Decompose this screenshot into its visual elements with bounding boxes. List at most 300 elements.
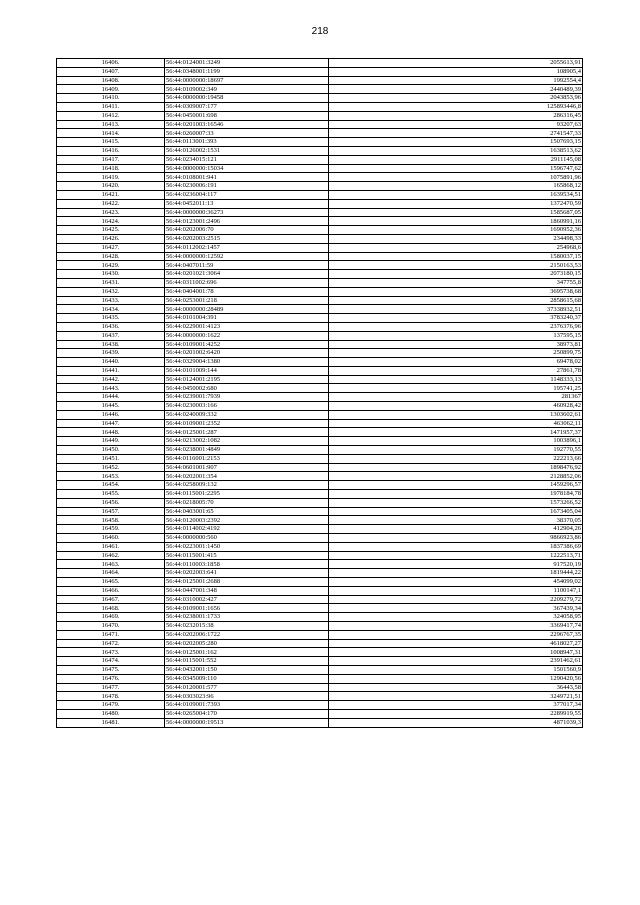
cadastral-value-cell: 195741,25 (329, 384, 583, 393)
table-row (57, 630, 583, 639)
row-number-cell: 16420. (57, 182, 165, 191)
cadastral-value-cell: 2440489,39 (329, 85, 583, 94)
table-row (57, 446, 583, 455)
row-number-cell: 16452. (57, 463, 165, 472)
cadastral-value-cell: 1585687,05 (329, 208, 583, 217)
cadastral-value-cell: 2289919,55 (329, 709, 583, 718)
row-number-cell: 16412. (57, 111, 165, 120)
cadastral-number-cell: 56:44:0230006:191 (165, 182, 329, 191)
table-row (57, 173, 583, 182)
table-row (57, 102, 583, 111)
cadastral-number-cell: 56:44:0120001:577 (165, 683, 329, 692)
row-number-cell: 16476. (57, 674, 165, 683)
table-row (57, 261, 583, 270)
table-row (57, 331, 583, 340)
cadastral-number-cell: 56:44:0258009:132 (165, 481, 329, 490)
table-row (57, 243, 583, 252)
cadastral-value-cell: 2376376,96 (329, 322, 583, 331)
table-row (57, 322, 583, 331)
cadastral-number-cell: 56:44:0126002:1531 (165, 146, 329, 155)
row-number-cell: 16454. (57, 481, 165, 490)
row-number-cell: 16457. (57, 507, 165, 516)
table-row (57, 692, 583, 701)
table-row (57, 278, 583, 287)
row-number-cell: 16424. (57, 217, 165, 226)
cadastral-number-cell: 56:44:0125001:162 (165, 648, 329, 657)
table-row (57, 340, 583, 349)
table-row (57, 59, 583, 68)
table-row (57, 111, 583, 120)
table-row (57, 701, 583, 710)
cadastral-value-cell: 254968,6 (329, 243, 583, 252)
cadastral-value-cell: 1673405,04 (329, 507, 583, 516)
table-row (57, 490, 583, 499)
table-row (57, 674, 583, 683)
cadastral-value-cell: 1580037,15 (329, 252, 583, 261)
table-row (57, 586, 583, 595)
row-number-cell: 16416. (57, 146, 165, 155)
table-row (57, 578, 583, 587)
cadastral-number-cell: 56:44:0000000:15034 (165, 164, 329, 173)
cadastral-value-cell: 347755,8 (329, 278, 583, 287)
cadastral-number-cell: 56:44:0109001:4252 (165, 340, 329, 349)
cadastral-number-cell: 56:44:0407011:59 (165, 261, 329, 270)
row-number-cell: 16410. (57, 94, 165, 103)
table-row (57, 718, 583, 727)
row-number-cell: 16465. (57, 578, 165, 587)
cadastral-number-cell: 56:44:0109001:7393 (165, 701, 329, 710)
table-row (57, 604, 583, 613)
row-number-cell: 16467. (57, 595, 165, 604)
table-row (57, 551, 583, 560)
table-row (57, 657, 583, 666)
cadastral-value-cell: 3783240,37 (329, 314, 583, 323)
row-number-cell: 16458. (57, 516, 165, 525)
row-number-cell: 16407. (57, 67, 165, 76)
table-row (57, 76, 583, 85)
cadastral-number-cell: 56:44:0218005:70 (165, 498, 329, 507)
cadastral-value-cell: 2073180,15 (329, 270, 583, 279)
table-row (57, 542, 583, 551)
cadastral-value-cell: 2043853,96 (329, 94, 583, 103)
row-number-cell: 16472. (57, 639, 165, 648)
cadastral-number-cell: 56:44:0223001:1450 (165, 542, 329, 551)
cadastral-value-cell: 1100147,1 (329, 586, 583, 595)
row-number-cell: 16456. (57, 498, 165, 507)
table-row (57, 199, 583, 208)
cadastral-number-cell: 56:44:0115001:415 (165, 551, 329, 560)
cadastral-value-cell: 1008947,31 (329, 648, 583, 657)
cadastral-value-cell: 1638513,62 (329, 146, 583, 155)
table-row (57, 358, 583, 367)
row-number-cell: 16453. (57, 472, 165, 481)
cadastral-value-cell: 27861,78 (329, 366, 583, 375)
cadastral-number-cell: 56:44:0201002:6420 (165, 349, 329, 358)
table-row (57, 190, 583, 199)
table-row (57, 472, 583, 481)
table-row (57, 155, 583, 164)
row-number-cell: 16418. (57, 164, 165, 173)
cadastral-value-cell: 2741547,33 (329, 129, 583, 138)
cadastral-value-cell: 324058,95 (329, 613, 583, 622)
row-number-cell: 16433. (57, 296, 165, 305)
cadastral-value-cell: 1501560,9 (329, 665, 583, 674)
row-number-cell: 16466. (57, 586, 165, 595)
row-number-cell: 16409. (57, 85, 165, 94)
cadastral-value-cell: 137595,15 (329, 331, 583, 340)
cadastral-value-cell: 38973,81 (329, 340, 583, 349)
row-number-cell: 16426. (57, 234, 165, 243)
row-number-cell: 16459. (57, 525, 165, 534)
cadastral-value-cell: 2209279,72 (329, 595, 583, 604)
cadastral-value-cell: 1290420,56 (329, 674, 583, 683)
row-number-cell: 16443. (57, 384, 165, 393)
cadastral-number-cell: 56:44:0230003:166 (165, 402, 329, 411)
row-number-cell: 16461. (57, 542, 165, 551)
cadastral-value-cell: 234498,33 (329, 234, 583, 243)
cadastral-number-cell: 56:44:0238001:1733 (165, 613, 329, 622)
cadastral-number-cell: 56:44:0108001:941 (165, 173, 329, 182)
table-row (57, 428, 583, 437)
cadastral-value-cell: 2150163,53 (329, 261, 583, 270)
cadastral-number-cell: 56:44:0201003:16546 (165, 120, 329, 129)
row-number-cell: 16442. (57, 375, 165, 384)
cadastral-number-cell: 56:44:0110003:1858 (165, 560, 329, 569)
table-row (57, 129, 583, 138)
cadastral-value-cell: 412904,26 (329, 525, 583, 534)
row-number-cell: 16481. (57, 718, 165, 727)
table-row (57, 613, 583, 622)
table-row (57, 138, 583, 147)
table-row (57, 384, 583, 393)
cadastral-value-cell: 3695738,68 (329, 287, 583, 296)
row-number-cell: 16438. (57, 340, 165, 349)
cadastral-number-cell: 56:44:0000000:1622 (165, 331, 329, 340)
cadastral-number-cell: 56:44:0115001:2295 (165, 490, 329, 499)
cadastral-number-cell: 56:44:0101004:391 (165, 314, 329, 323)
cadastral-number-cell: 56:44:0238001:4849 (165, 446, 329, 455)
table-row (57, 314, 583, 323)
row-number-cell: 16449. (57, 437, 165, 446)
table-row (57, 208, 583, 217)
table-row (57, 67, 583, 76)
cadastral-value-cell: 3369417,74 (329, 622, 583, 631)
row-number-cell: 16434. (57, 305, 165, 314)
cadastral-value-cell: 1075891,96 (329, 173, 583, 182)
table-row (57, 402, 583, 411)
cadastral-value-cell: 4871039,3 (329, 718, 583, 727)
cadastral-value-cell: 281367 (329, 393, 583, 402)
table-row (57, 622, 583, 631)
cadastral-value-cell: 2858615,68 (329, 296, 583, 305)
row-number-cell: 16419. (57, 173, 165, 182)
cadastral-value-cell: 1898476,92 (329, 463, 583, 472)
cadastral-number-cell: 56:44:0000000:19513 (165, 718, 329, 727)
row-number-cell: 16447. (57, 419, 165, 428)
table-row (57, 481, 583, 490)
row-number-cell: 16470. (57, 622, 165, 631)
cadastral-number-cell: 56:44:0000000:12592 (165, 252, 329, 261)
cadastral-value-cell: 165868,12 (329, 182, 583, 191)
cadastral-number-cell: 56:44:0447001:348 (165, 586, 329, 595)
table-row (57, 164, 583, 173)
cadastral-number-cell: 56:44:0450001:698 (165, 111, 329, 120)
row-number-cell: 16417. (57, 155, 165, 164)
table-row (57, 252, 583, 261)
row-number-cell: 16448. (57, 428, 165, 437)
cadastral-number-cell: 56:44:0403001:65 (165, 507, 329, 516)
cadastral-value-cell: 1860991,16 (329, 217, 583, 226)
cadastral-value-cell: 1837386,69 (329, 542, 583, 551)
row-number-cell: 16415. (57, 138, 165, 147)
cadastral-value-cell: 3249721,51 (329, 692, 583, 701)
cadastral-value-cell: 2128852,06 (329, 472, 583, 481)
row-number-cell: 16440. (57, 358, 165, 367)
cadastral-value-cell: 286316,45 (329, 111, 583, 120)
cadastral-value-cell: 1222513,71 (329, 551, 583, 560)
table-row (57, 639, 583, 648)
cadastral-value-cell: 1003896,1 (329, 437, 583, 446)
cadastral-value-cell: 4618027,27 (329, 639, 583, 648)
cadastral-number-cell: 56:44:0000000:18697 (165, 76, 329, 85)
cadastral-number-cell: 56:44:0202006:1722 (165, 630, 329, 639)
table-row (57, 226, 583, 235)
table-row (57, 454, 583, 463)
row-number-cell: 16460. (57, 534, 165, 543)
cadastral-value-cell: 222213,66 (329, 454, 583, 463)
table-row (57, 595, 583, 604)
row-number-cell: 16445. (57, 402, 165, 411)
cadastral-number-cell: 56:44:0236004:117 (165, 190, 329, 199)
table-row (57, 410, 583, 419)
row-number-cell: 16423. (57, 208, 165, 217)
row-number-cell: 16446. (57, 410, 165, 419)
row-number-cell: 16432. (57, 287, 165, 296)
cadastral-number-cell: 56:44:0232015:38 (165, 622, 329, 631)
cadastral-value-cell: 108905,4 (329, 67, 583, 76)
cadastral-number-cell: 56:44:0452011:13 (165, 199, 329, 208)
cadastral-number-cell: 56:44:0124001:3249 (165, 59, 329, 68)
table-row (57, 146, 583, 155)
table-row (57, 516, 583, 525)
table-row (57, 534, 583, 543)
row-number-cell: 16474. (57, 657, 165, 666)
table-row (57, 437, 583, 446)
cadastral-number-cell: 56:44:0112002:1457 (165, 243, 329, 252)
table-row (57, 94, 583, 103)
table-row (57, 665, 583, 674)
table-row (57, 349, 583, 358)
row-number-cell: 16468. (57, 604, 165, 613)
cadastral-number-cell: 56:44:0309007:177 (165, 102, 329, 111)
cadastral-number-cell: 56:44:0202003:641 (165, 569, 329, 578)
cadastral-number-cell: 56:44:0109001:2352 (165, 419, 329, 428)
row-number-cell: 16411. (57, 102, 165, 111)
cadastral-number-cell: 56:44:0202005:280 (165, 639, 329, 648)
cadastral-number-cell: 56:44:0109002:349 (165, 85, 329, 94)
cadastral-number-cell: 56:44:0303023:96 (165, 692, 329, 701)
cadastral-number-cell: 56:44:0213002:1082 (165, 437, 329, 446)
cadastral-value-cell: 38370,05 (329, 516, 583, 525)
cadastral-number-cell: 56:44:0113001:393 (165, 138, 329, 147)
cadastral-number-cell: 56:44:0116001:2153 (165, 454, 329, 463)
row-number-cell: 16480. (57, 709, 165, 718)
cadastral-number-cell: 56:44:0404001:78 (165, 287, 329, 296)
row-number-cell: 16422. (57, 199, 165, 208)
row-number-cell: 16451. (57, 454, 165, 463)
cadastral-number-cell: 56:44:0601001:907 (165, 463, 329, 472)
cadastral-number-cell: 56:44:0432001:150 (165, 665, 329, 674)
cadastral-number-cell: 56:44:0348001:1199 (165, 67, 329, 76)
cadastral-value-cell: 1639534,51 (329, 190, 583, 199)
row-number-cell: 16439. (57, 349, 165, 358)
cadastral-value-cell: 36443,58 (329, 683, 583, 692)
table-row (57, 182, 583, 191)
row-number-cell: 16450. (57, 446, 165, 455)
row-number-cell: 16462. (57, 551, 165, 560)
table-row (57, 217, 583, 226)
row-number-cell: 16477. (57, 683, 165, 692)
cadastral-number-cell: 56:44:0201021:3064 (165, 270, 329, 279)
cadastral-number-cell: 56:44:0234015:121 (165, 155, 329, 164)
cadastral-value-cell: 2911145,08 (329, 155, 583, 164)
cadastral-value-cell: 2296767,35 (329, 630, 583, 639)
cadastral-number-cell: 56:44:0329004:1380 (165, 358, 329, 367)
cadastral-value-cell: 1978184,78 (329, 490, 583, 499)
cadastral-number-cell: 56:44:0109001:1656 (165, 604, 329, 613)
table-row (57, 419, 583, 428)
cadastral-value-cell: 1992554,4 (329, 76, 583, 85)
row-number-cell: 16475. (57, 665, 165, 674)
cadastral-number-cell: 56:44:0000000:19458 (165, 94, 329, 103)
cadastral-value-cell: 1573266,52 (329, 498, 583, 507)
cadastral-number-cell: 56:44:0000000:36273 (165, 208, 329, 217)
cadastral-number-cell: 56:44:0310002:427 (165, 595, 329, 604)
row-number-cell: 16436. (57, 322, 165, 331)
cadastral-number-cell: 56:44:0239001:7939 (165, 393, 329, 402)
table-row (57, 709, 583, 718)
table-row (57, 366, 583, 375)
cadastral-number-cell: 56:44:0202003:2515 (165, 234, 329, 243)
cadastral-number-cell: 56:44:0253001:218 (165, 296, 329, 305)
page-number: 218 (311, 26, 329, 37)
cadastral-number-cell: 56:44:0124001:2195 (165, 375, 329, 384)
cadastral-value-cell: 1459296,57 (329, 481, 583, 490)
cadastral-value-cell: 37338932,51 (329, 305, 583, 314)
cadastral-value-cell: 1690952,36 (329, 226, 583, 235)
row-number-cell: 16428. (57, 252, 165, 261)
cadastral-value-cell: 192770,55 (329, 446, 583, 455)
cadastral-number-cell: 56:44:0114002:4192 (165, 525, 329, 534)
cadastral-number-cell: 56:44:0229001:4123 (165, 322, 329, 331)
cadastral-value-table (56, 58, 583, 728)
table-row (57, 569, 583, 578)
table-row (57, 120, 583, 129)
cadastral-number-cell: 56:44:0260007:33 (165, 129, 329, 138)
cadastral-value-cell: 377017,34 (329, 701, 583, 710)
table-row (57, 393, 583, 402)
row-number-cell: 16435. (57, 314, 165, 323)
cadastral-value-cell: 463062,11 (329, 419, 583, 428)
table-row (57, 683, 583, 692)
cadastral-value-cell: 1819444,22 (329, 569, 583, 578)
cadastral-number-cell: 56:44:0000000:560 (165, 534, 329, 543)
cadastral-value-cell: 93207,63 (329, 120, 583, 129)
row-number-cell: 16479. (57, 701, 165, 710)
row-number-cell: 16437. (57, 331, 165, 340)
cadastral-number-cell: 56:44:0125001:287 (165, 428, 329, 437)
table-row (57, 498, 583, 507)
cadastral-number-cell: 56:44:0000000:28489 (165, 305, 329, 314)
row-number-cell: 16431. (57, 278, 165, 287)
cadastral-number-cell: 56:44:0450002:680 (165, 384, 329, 393)
row-number-cell: 16464. (57, 569, 165, 578)
row-number-cell: 16463. (57, 560, 165, 569)
row-number-cell: 16469. (57, 613, 165, 622)
table-row (57, 305, 583, 314)
cadastral-number-cell: 56:44:0115001:552 (165, 657, 329, 666)
table-row (57, 234, 583, 243)
row-number-cell: 16414. (57, 129, 165, 138)
table-row (57, 287, 583, 296)
table-body (57, 59, 583, 728)
cadastral-number-cell: 56:44:0125001:2688 (165, 578, 329, 587)
cadastral-value-cell: 2055613,91 (329, 59, 583, 68)
cadastral-number-cell: 56:44:0311002:696 (165, 278, 329, 287)
table-row (57, 270, 583, 279)
row-number-cell: 16473. (57, 648, 165, 657)
cadastral-number-cell: 56:44:0202006:70 (165, 226, 329, 235)
table-row (57, 525, 583, 534)
cadastral-value-cell: 1471957,37 (329, 428, 583, 437)
table-row (57, 648, 583, 657)
row-number-cell: 16430. (57, 270, 165, 279)
table-row (57, 463, 583, 472)
row-number-cell: 16425. (57, 226, 165, 235)
row-number-cell: 16406. (57, 59, 165, 68)
row-number-cell: 16413. (57, 120, 165, 129)
table-row (57, 375, 583, 384)
cadastral-value-cell: 1596747,62 (329, 164, 583, 173)
cadastral-value-cell: 917520,19 (329, 560, 583, 569)
cadastral-value-cell: 250899,75 (329, 349, 583, 358)
cadastral-number-cell: 56:44:0265004:170 (165, 709, 329, 718)
table-row (57, 560, 583, 569)
row-number-cell: 16421. (57, 190, 165, 199)
table-row (57, 507, 583, 516)
cadastral-value-cell: 1372470,59 (329, 199, 583, 208)
row-number-cell: 16429. (57, 261, 165, 270)
cadastral-value-cell: 9866923,86 (329, 534, 583, 543)
cadastral-number-cell: 56:44:0240009:332 (165, 410, 329, 419)
row-number-cell: 16478. (57, 692, 165, 701)
table-row (57, 85, 583, 94)
cadastral-value-cell: 454099,02 (329, 578, 583, 587)
row-number-cell: 16441. (57, 366, 165, 375)
cadastral-value-cell: 1507693,15 (329, 138, 583, 147)
row-number-cell: 16427. (57, 243, 165, 252)
row-number-cell: 16408. (57, 76, 165, 85)
cadastral-value-cell: 2391462,61 (329, 657, 583, 666)
cadastral-number-cell: 56:44:0101009:144 (165, 366, 329, 375)
cadastral-number-cell: 56:44:0345009:110 (165, 674, 329, 683)
cadastral-number-cell: 56:44:0120003:2392 (165, 516, 329, 525)
cadastral-value-cell: 460928,42 (329, 402, 583, 411)
cadastral-value-cell: 367439,34 (329, 604, 583, 613)
cadastral-value-cell: 1148333,13 (329, 375, 583, 384)
cadastral-value-cell: 69478,02 (329, 358, 583, 367)
cadastral-number-cell: 56:44:0202001:354 (165, 472, 329, 481)
